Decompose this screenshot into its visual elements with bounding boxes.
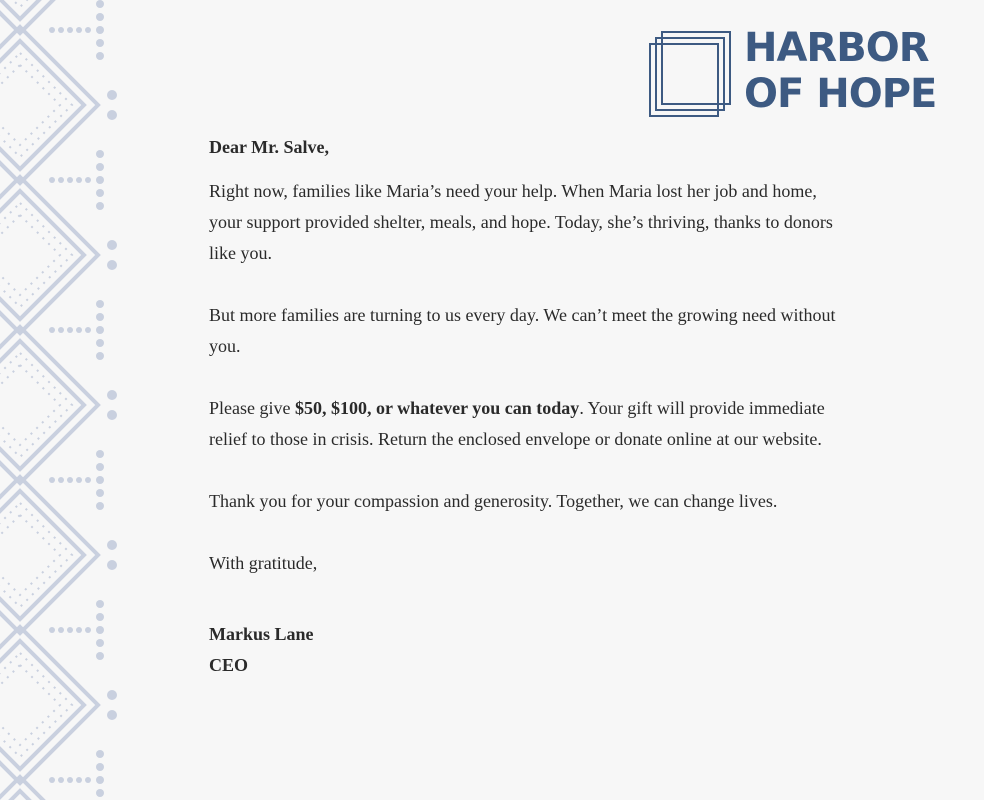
closing: With gratitude, xyxy=(209,553,318,573)
stacked-squares-logo-icon xyxy=(648,30,732,118)
logo-text-of-hope: OF HOPE xyxy=(744,71,937,117)
ask-rest-text: . Your gift will provide immediate relief to those in crisis. Return the enclosed envelope or donate online at our website. xyxy=(209,398,825,449)
paragraph-growing-need: But more families are turning to us every day. We can’t meet the growing need without you. xyxy=(209,305,836,356)
logo-text-harbor: HARBOR xyxy=(744,25,929,71)
ask-lead-text: Please give xyxy=(209,398,295,418)
decorative-side-pattern xyxy=(0,0,118,800)
paragraph-thank-you: Thank you for your compassion and generosity. Together, we can change lives. xyxy=(209,491,778,511)
paragraph-donation-ask xyxy=(209,393,849,455)
salutation: Dear Mr. Salve, xyxy=(209,137,329,157)
paragraph-maria-story: Right now, families like Maria’s need your help. When Maria lost her job and home, your support provided shelter, meals, and hope. Today, she’s thriving, thanks to donors like you. xyxy=(209,181,833,263)
ask-amount-text: $50, $100, or whatever you can today xyxy=(294,398,580,418)
harbor-of-hope-logo xyxy=(648,25,938,120)
signer-title: CEO xyxy=(209,655,249,675)
letter-body xyxy=(209,132,849,681)
signer-name: Markus Lane xyxy=(209,624,314,644)
